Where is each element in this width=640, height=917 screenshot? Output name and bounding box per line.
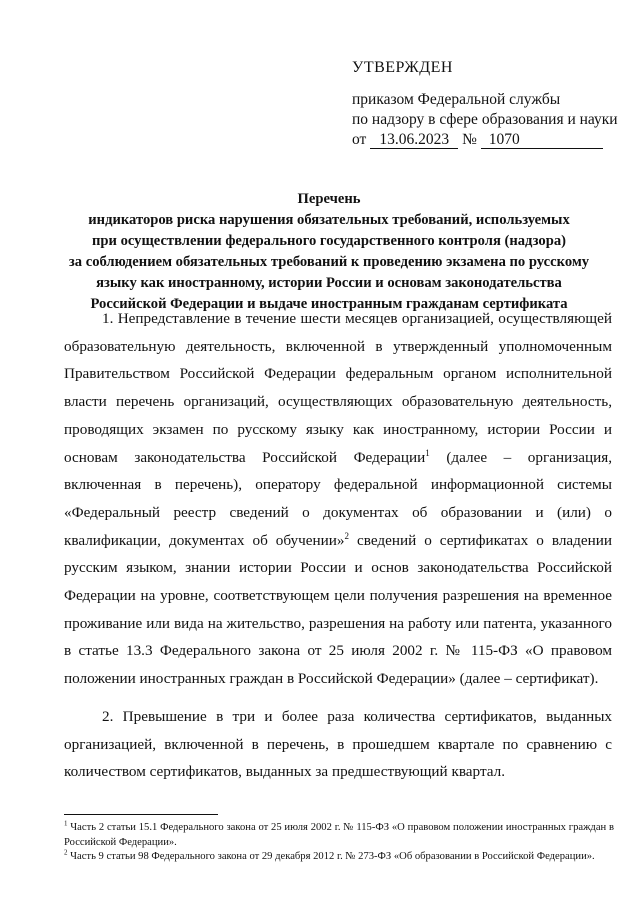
- footnote-divider: [64, 814, 218, 815]
- footnote-ref-1: 1: [425, 447, 430, 458]
- paragraph-1-text-b: (далее – организация, включенная в перечень), оператору федеральной информационной системы «Федеральный реестр сведений о документах об образовании и (или) о квалификации, документах об обучении»: [64, 448, 612, 549]
- paragraph-1: [64, 305, 612, 693]
- order-number: 1070: [481, 131, 603, 149]
- approval-line-1: приказом Федеральной службы: [352, 91, 561, 108]
- heading-line: Российской Федерации и выдаче иностранным гражданам сертификата: [90, 296, 568, 312]
- footnote-mark: 2: [64, 848, 68, 857]
- heading-line: индикаторов риска нарушения обязательных требований, используемых: [88, 212, 570, 228]
- footnote-mark: 1: [64, 819, 68, 828]
- heading-title: Перечень: [297, 191, 361, 207]
- footnote-text: Часть 2 статьи 15.1 Федерального закона от 25 июля 2002 г. № 115-ФЗ «О правовом положении иностранных граждан в Российской Федерации».: [64, 822, 614, 848]
- paragraph-2: 2. Превышение в три и более раза количества сертификатов, выданных организацией, включенной в перечень, в прошедшем квартале по сравнению с количеством сертификатов, выданных за предшествующий квартал.: [64, 707, 612, 781]
- document-body: [64, 305, 612, 796]
- footnote-1: [64, 821, 614, 850]
- heading-line: за соблюдением обязательных требований к проведению экзамена по русскому: [68, 254, 590, 270]
- approval-line-2: по надзору в сфере образования и науки: [352, 111, 618, 128]
- footnote-text: Часть 9 статьи 98 Федерального закона от 29 декабря 2012 г. № 273-ФЗ «Об образовании в Российской Федерации».: [67, 851, 595, 862]
- order-date: 13.06.2023: [370, 131, 458, 149]
- heading-line: языку как иностранному, истории России и основам законодательства: [96, 275, 562, 291]
- footnote-ref-2: 2: [344, 530, 349, 541]
- footnote-2: [64, 850, 614, 865]
- footnotes: [64, 821, 614, 865]
- paragraph-1-text-c: сведений о сертификатах о владении русским языком, знании истории России и основ законодательства Российской Федерации на уровне, соответствующем цели получения разрешения на временное проживание или вида на жительство, разрешения на работу или патента, указанного в статье 13.3 Федерального закона от 25 июля 2002 г. № 115-ФЗ «О правовом положении иностранных граждан в Российской Федерации» (далее – сертификат).: [64, 531, 612, 688]
- date-prefix: от: [352, 131, 367, 148]
- approval-title: УТВЕРЖДЕН: [352, 59, 453, 76]
- heading-line: при осуществлении федерального государственного контроля (надзора): [92, 233, 566, 249]
- paragraph-1-text-a: 1. Непредставление в течение шести месяцев организацией, осуществляющей образовательную деятельность, включенной в утвержденный уполномоченным Правительством Российской Федерации федеральным органом исполнительной власти перечень организаций, осуществляющих образовательную деятельность, проводящих экзамен по русскому языку как иностранному, истории России и основам законодательства Российской Федерации: [64, 310, 612, 466]
- document-heading: [40, 189, 618, 315]
- number-sign: №: [462, 131, 477, 148]
- approval-block: [352, 58, 618, 150]
- approval-date-line: [352, 130, 618, 150]
